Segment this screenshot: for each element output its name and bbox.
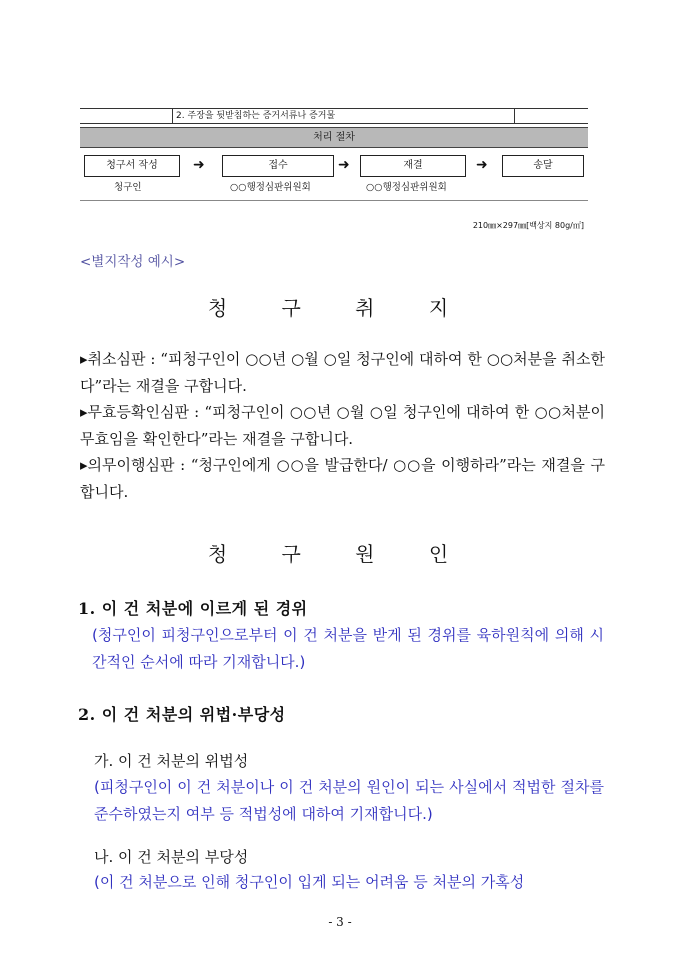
- actor-label: 청구인: [114, 182, 142, 193]
- grounds-title: 청 구 원 인: [207, 542, 473, 566]
- page-number: - 3 -: [328, 915, 352, 929]
- table-bottom-rule: [80, 200, 588, 201]
- section2b-note: [94, 869, 604, 896]
- section1-heading: 1. 이 건 처분에 이르게 된 경위: [78, 599, 308, 618]
- evidence-row-text: 2. 주장을 뒷받침하는 증거서류나 증거물: [176, 111, 336, 121]
- section2b-note-text: (이 건 처분으로 인해 청구인이 입게 되는 어려움 등 처분의 가혹성: [94, 873, 525, 891]
- right-arrow-icon: ➜: [193, 157, 205, 173]
- actor-label: ○○행정심판위원회: [230, 182, 311, 193]
- section2a-note-text: (피청구인이 이 건 처분이나 이 건 처분의 원인이 되는 사실에서 적법한 절차를 준수하였는지 여부 등 적법성에 대하여 기재합니다.): [94, 778, 604, 823]
- step-box-delivery: 송달: [502, 155, 584, 177]
- procedure-header: 처리 절차: [80, 127, 588, 148]
- table-divider: [172, 109, 173, 123]
- section1-note: [84, 622, 604, 675]
- step-box-decision: 재결: [360, 155, 466, 177]
- step-box-application: 청구서 작성: [84, 155, 180, 177]
- purpose-body: [80, 346, 605, 505]
- right-arrow-icon: ➜: [338, 157, 350, 173]
- section2a-note: [94, 774, 604, 827]
- purpose-title: 청 구 취 지: [207, 296, 473, 320]
- table-divider: [514, 109, 515, 123]
- evidence-row: [80, 108, 588, 124]
- purpose-obligation: ▸의무이행심판 : “청구인에게 ○○을 발급한다/ ○○을 이행하라”라는 재결을 구합니다.: [80, 456, 605, 501]
- purpose-cancellation: ▸취소심판 : “피청구인이 ○○년 ○월 ○일 청구인에 대하여 한 ○○처분을 취소한다”라는 재결을 구합니다.: [80, 350, 605, 395]
- right-arrow-icon: ➜: [476, 157, 488, 173]
- section2b-label: 나. 이 건 처분의 부당성: [94, 848, 249, 866]
- example-tag: <별지작성 예시>: [80, 254, 186, 270]
- actor-label: ○○행정심판위원회: [366, 182, 447, 193]
- section1-note-text: (청구인이 피청구인으로부터 이 건 처분을 받게 된 경위를 육하원칙에 의해 시간적인 순서에 따라 기재합니다.): [92, 626, 604, 671]
- section2a-label: 가. 이 건 처분의 위법성: [94, 752, 249, 770]
- step-box-receipt: 접수: [222, 155, 334, 177]
- paper-spec: 210㎜×297㎜[백상지 80g/㎡]: [472, 221, 584, 230]
- section2-heading: 2. 이 건 처분의 위법·부당성: [78, 705, 286, 724]
- purpose-invalidity: ▸무효등확인심판 : “피청구인이 ○○년 ○월 ○일 청구인에 대하여 한 ○○처분이 무효임을 확인한다”라는 재결을 구합니다.: [80, 403, 605, 448]
